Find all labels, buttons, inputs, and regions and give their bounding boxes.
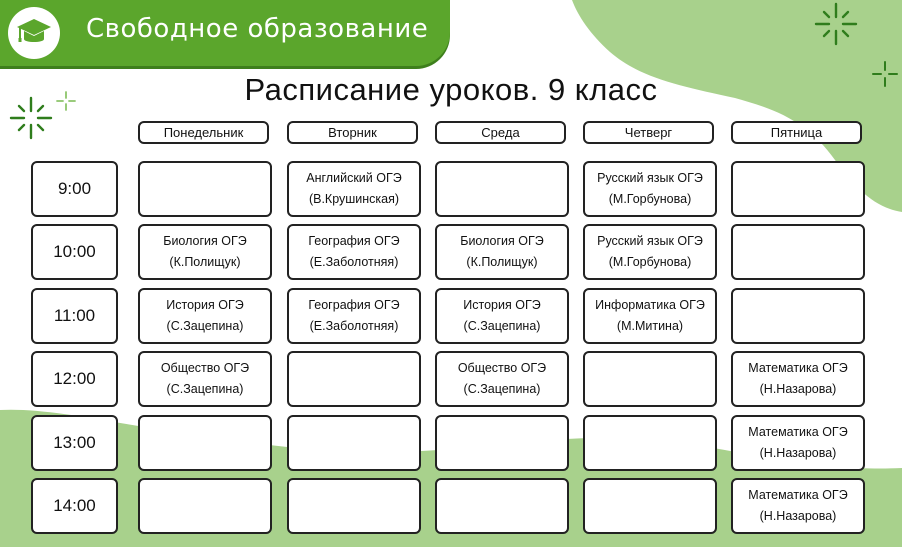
lesson-teacher: (С.Зацепина) [463,319,541,333]
lesson-cell [287,415,421,471]
lesson-teacher: (С.Зацепина) [463,382,541,396]
lesson-subject: Математика ОГЭ [748,361,848,375]
lesson-cell [583,224,717,280]
lesson-teacher: (Н.Назарова) [759,446,837,460]
time-slot: 13:00 [31,415,118,471]
lesson-cell [731,288,865,344]
lesson-cell [435,288,569,344]
lesson-subject: География ОГЭ [308,298,400,312]
lesson-cell [583,478,717,534]
day-header: Четверг [583,121,714,144]
lesson-cell [583,351,717,407]
lesson-teacher: (Н.Назарова) [759,509,837,523]
lesson-subject: Информатика ОГЭ [595,298,705,312]
lesson-cell [138,351,272,407]
lesson-teacher: (М.Горбунова) [608,255,692,269]
lesson-subject: История ОГЭ [463,298,541,312]
lesson-cell [435,351,569,407]
header-banner [0,0,450,66]
brand-title: Свободное образование [86,14,429,44]
lesson-cell [731,415,865,471]
lesson-cell [138,224,272,280]
lesson-cell [731,478,865,534]
lesson-teacher: (Е.Заболотняя) [309,319,399,333]
lesson-cell [435,161,569,217]
day-header: Понедельник [138,121,269,144]
lesson-cell [583,288,717,344]
lesson-subject: Русский язык ОГЭ [597,171,703,185]
lesson-teacher: (Н.Назарова) [759,382,837,396]
day-header: Среда [435,121,566,144]
lesson-teacher: (С.Зацепина) [166,382,244,396]
lesson-subject: Математика ОГЭ [748,425,848,439]
lesson-cell [287,478,421,534]
lesson-cell [138,478,272,534]
sparkle-icon [814,2,858,46]
lesson-teacher: (М.Горбунова) [608,192,692,206]
day-header: Пятница [731,121,862,144]
lesson-cell [138,415,272,471]
lesson-subject: Математика ОГЭ [748,488,848,502]
lesson-cell [287,161,421,217]
graduation-cap-icon [16,17,52,49]
time-slot: 9:00 [31,161,118,217]
lesson-subject: Общество ОГЭ [457,361,547,375]
lesson-cell [435,478,569,534]
lesson-teacher: (С.Зацепина) [166,319,244,333]
page-title: Расписание уроков. 9 класс [244,72,658,107]
lesson-cell [287,288,421,344]
lesson-cell [287,224,421,280]
lesson-cell [435,224,569,280]
lesson-cell [731,351,865,407]
lesson-subject: Русский язык ОГЭ [597,234,703,248]
lesson-subject: История ОГЭ [166,298,244,312]
day-header: Вторник [287,121,418,144]
time-slot: 10:00 [31,224,118,280]
lesson-subject: Английский ОГЭ [306,171,402,185]
lesson-cell [731,161,865,217]
lesson-subject: География ОГЭ [308,234,400,248]
lesson-cell [583,161,717,217]
logo [8,7,60,59]
lesson-cell [731,224,865,280]
time-slot: 14:00 [31,478,118,534]
lesson-cell [583,415,717,471]
lesson-subject: Биология ОГЭ [163,234,247,248]
lesson-teacher: (Е.Заболотняя) [309,255,399,269]
lesson-cell [138,288,272,344]
lesson-teacher: (К.Полищук) [466,255,538,269]
time-slot: 12:00 [31,351,118,407]
lesson-cell [287,351,421,407]
time-slot: 11:00 [31,288,118,344]
lesson-subject: Биология ОГЭ [460,234,544,248]
lesson-cell [138,161,272,217]
lesson-teacher: (В.Крушинская) [308,192,400,206]
lesson-cell [435,415,569,471]
lesson-teacher: (М.Митина) [616,319,684,333]
lesson-teacher: (К.Полищук) [169,255,241,269]
lesson-subject: Общество ОГЭ [160,361,250,375]
